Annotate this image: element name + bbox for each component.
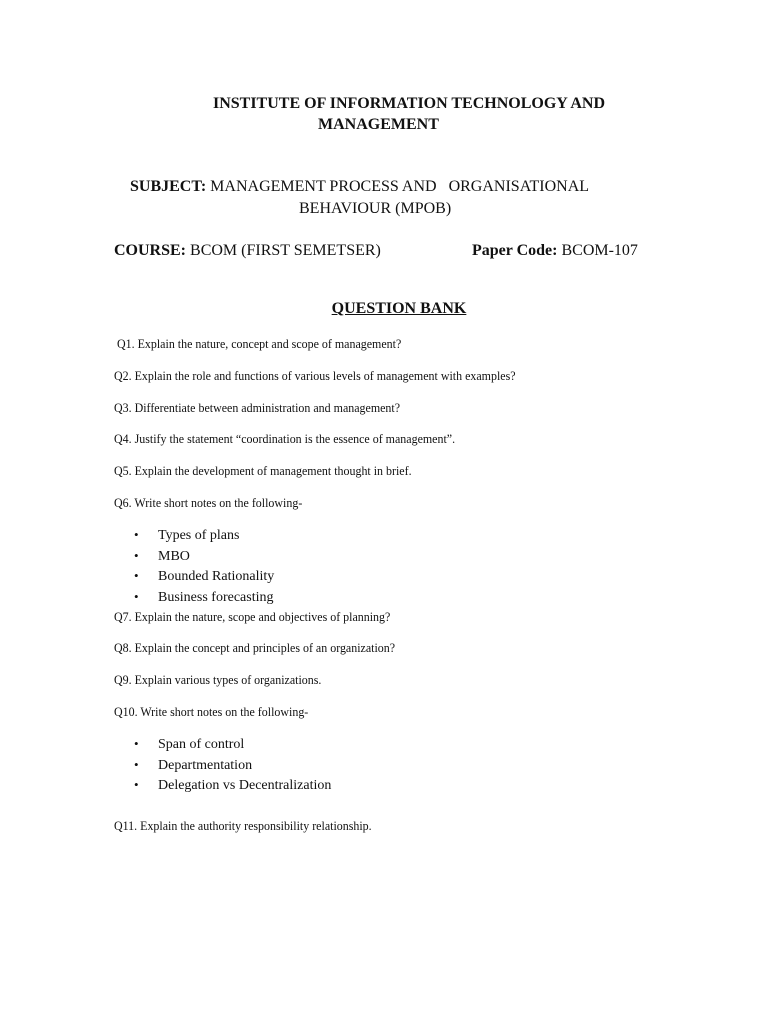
list-item xyxy=(134,588,273,607)
question-9: Q9. Explain various types of organizations. xyxy=(114,672,322,687)
question-11: Q11. Explain the authority responsibility relationship. xyxy=(114,818,372,833)
list-item-label: Departmentation xyxy=(158,758,253,773)
paper-code-value: BCOM-107 xyxy=(557,242,638,259)
institute-title-line-1: INSTITUTE OF INFORMATION TECHNOLOGY AND xyxy=(212,95,606,112)
question-5: Q5. Explain the development of management thought in brief. xyxy=(114,463,412,478)
bullet-icon: • xyxy=(134,568,139,583)
bullet-icon: • xyxy=(134,527,139,542)
list-item xyxy=(134,567,274,586)
bullet-icon: • xyxy=(134,777,139,792)
list-item-label: Span of control xyxy=(158,737,245,752)
list-item-label: Types of plans xyxy=(158,528,240,543)
list-item-label: Business forecasting xyxy=(158,590,274,605)
list-item xyxy=(134,756,252,775)
institute-title-line-2: MANAGEMENT xyxy=(318,116,439,133)
list-item-label: MBO xyxy=(158,549,190,564)
bullet-icon: • xyxy=(134,589,139,604)
bullet-icon: • xyxy=(134,757,139,772)
course-value: BCOM (FIRST SEMETSER) xyxy=(186,242,381,259)
question-3: Q3. Differentiate between administration and management? xyxy=(114,400,401,415)
list-item xyxy=(134,776,331,795)
list-item xyxy=(134,735,244,754)
bullet-icon: • xyxy=(134,548,139,563)
question-bank-heading-text: QUESTION BANK xyxy=(331,300,467,317)
question-bank-heading xyxy=(0,299,768,319)
subject-label: SUBJECT: xyxy=(130,178,207,195)
question-10: Q10. Write short notes on the following- xyxy=(114,704,309,719)
list-item xyxy=(134,547,190,566)
subject-value-line-2: BEHAVIOUR (MPOB) xyxy=(299,200,452,217)
subject-value-line-1: MANAGEMENT PROCESS AND ORGANISATIONAL xyxy=(206,178,590,195)
question-1: Q1. Explain the nature, concept and scope of management? xyxy=(117,336,402,351)
question-6: Q6. Write short notes on the following- xyxy=(114,495,303,510)
list-item-label: Bounded Rationality xyxy=(158,569,275,584)
list-item xyxy=(134,526,239,545)
subject-line-1 xyxy=(130,177,589,197)
question-8: Q8. Explain the concept and principles of an organization? xyxy=(114,640,396,655)
paper-code xyxy=(472,241,638,261)
list-item-label: Delegation vs Decentralization xyxy=(158,778,332,793)
question-4: Q4. Justify the statement “coordination is the essence of management”. xyxy=(114,431,456,446)
bullet-icon: • xyxy=(134,736,139,751)
paper-code-label: Paper Code: xyxy=(472,242,558,259)
course-label: COURSE: xyxy=(114,242,187,259)
question-2: Q2. Explain the role and functions of various levels of management with examples? xyxy=(114,368,516,383)
course-line xyxy=(114,241,381,261)
question-7: Q7. Explain the nature, scope and objectives of planning? xyxy=(114,609,391,624)
